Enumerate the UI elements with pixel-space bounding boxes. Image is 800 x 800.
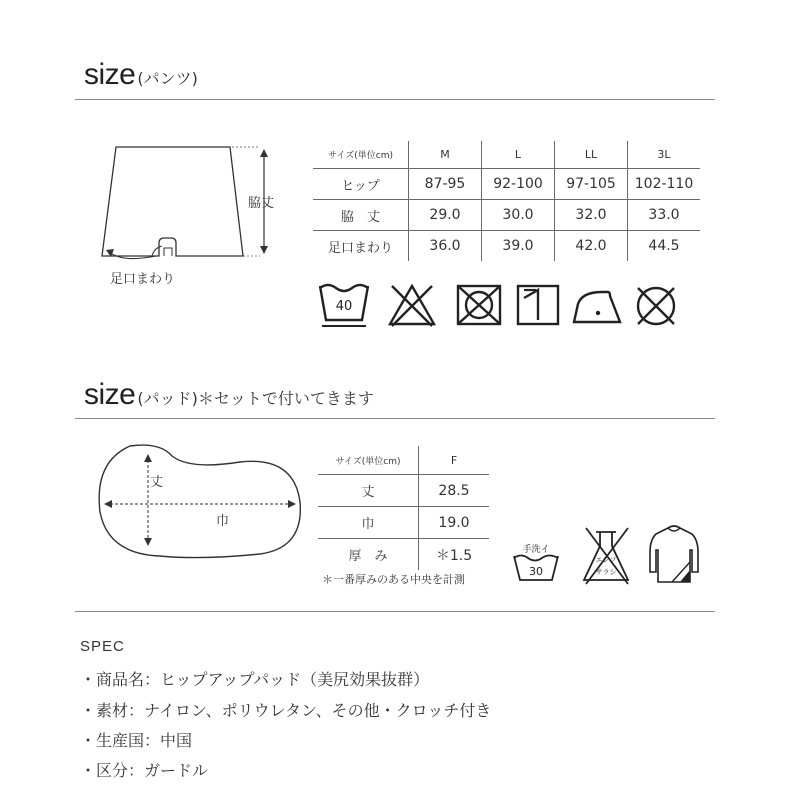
no-tumble-dry-icon (458, 286, 500, 324)
table-cell: 39.0 (482, 231, 555, 262)
no-bleach-label-bottom: サラシ (595, 568, 617, 576)
pad-care-icons (508, 522, 708, 592)
spec-line-country: ・生産国：中国 (80, 731, 193, 750)
table-header-row (313, 141, 700, 169)
table-row-header: 厚 み (318, 539, 419, 571)
table-header-cell: M (409, 141, 482, 169)
spec-title: SPEC (80, 638, 125, 655)
pants-care-icons (312, 280, 692, 332)
table-cell: 30.0 (482, 200, 555, 231)
table-header-cell: F (419, 446, 490, 475)
pad-measure-note: ＊一番厚みのある中央を計測 (322, 573, 465, 586)
pants-title-sub: (パンツ) (137, 69, 198, 88)
pants-title-big: size (84, 58, 136, 91)
pants-size-table (313, 141, 700, 261)
table-header-row (318, 446, 489, 475)
table-row (318, 475, 489, 507)
table-cell: 44.5 (628, 231, 701, 262)
iron-low-icon (574, 292, 620, 322)
spec-line-material: ・素材：ナイロン、ポリウレタン、その他・クロッチ付き (80, 701, 492, 720)
pad-width-label: 巾 (216, 514, 230, 529)
hand-wash-temp: 30 (529, 565, 543, 578)
table-cell: 92-100 (482, 169, 555, 200)
pad-section-divider (75, 418, 715, 419)
table-cell: 29.0 (409, 200, 482, 231)
table-cell: 32.0 (555, 200, 628, 231)
table-row (318, 507, 489, 539)
table-cell: ＊1.5 (419, 539, 490, 571)
pants-section-title (84, 58, 198, 92)
table-cell: 87-95 (409, 169, 482, 200)
no-dry-clean-icon (638, 288, 674, 324)
spec-line-category: ・区分：ガードル (80, 761, 209, 780)
drip-dry-icon (518, 286, 558, 324)
table-cell: 102-110 (628, 169, 701, 200)
pants-side-length-label: 脇丈 (248, 196, 275, 211)
table-row (318, 539, 489, 571)
table-row-header: 足口まわり (313, 231, 409, 262)
hand-wash-label: 手洗イ (522, 545, 550, 555)
pad-size-table (318, 446, 489, 570)
table-row-header: 脇 丈 (313, 200, 409, 231)
spec-divider (75, 611, 715, 612)
no-bleach-crossed-icon (584, 528, 628, 584)
no-bleach-label-top: エンソ (595, 556, 617, 564)
pad-title-sub: (パッド)＊セットで付いてきます (137, 389, 374, 408)
table-header-cell: サイズ(単位cm) (335, 456, 401, 467)
table-cell: 97-105 (555, 169, 628, 200)
table-cell: 33.0 (628, 200, 701, 231)
table-row-header: 丈 (318, 475, 419, 507)
pants-leg-opening-label: 足口まわり (110, 272, 176, 287)
wash-tub-temp: 40 (335, 299, 353, 314)
table-row-header: ヒップ (313, 169, 409, 200)
hand-wash-30-icon (514, 543, 558, 580)
pants-section-divider (75, 99, 715, 100)
table-header-cell: LL (555, 141, 628, 169)
spec-line-product-name: ・商品名：ヒップアップパッド（美尻効果抜群） (80, 670, 430, 689)
table-cell: 19.0 (419, 507, 490, 539)
pad-diagram (90, 438, 310, 568)
no-bleach-icon (390, 286, 434, 326)
wash-tub-40-icon (320, 285, 368, 326)
hang-dry-sweater-icon (650, 526, 698, 582)
pad-length-label: 丈 (150, 475, 164, 490)
table-row (313, 200, 700, 231)
table-cell: 42.0 (555, 231, 628, 262)
table-header-cell: L (482, 141, 555, 169)
pad-section-title (84, 378, 374, 412)
table-row (313, 169, 700, 200)
table-cell: 36.0 (409, 231, 482, 262)
table-header-cell: 3L (628, 141, 701, 169)
table-cell: 28.5 (419, 475, 490, 507)
table-header-cell: サイズ(単位cm) (327, 151, 394, 161)
table-row-header: 巾 (318, 507, 419, 539)
table-row (313, 231, 700, 262)
pad-title-big: size (84, 378, 136, 411)
